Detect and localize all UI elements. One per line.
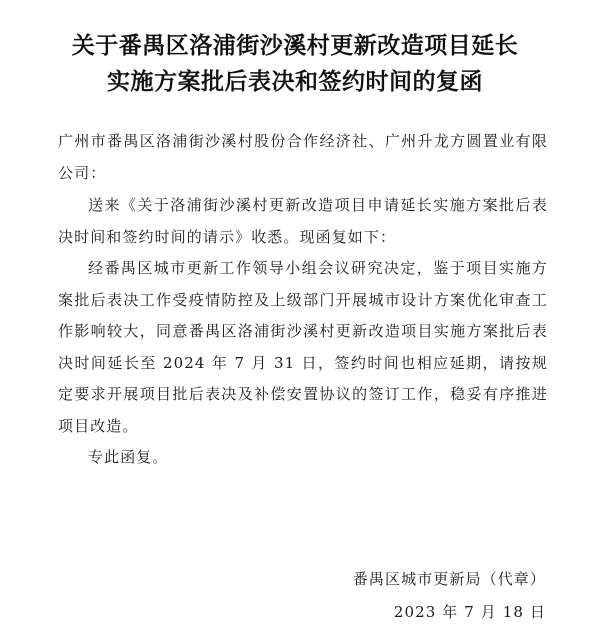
paragraph-request-received: 送来《关于洛浦街沙溪村更新改造项目申请延长实施方案批后表决时间和签约时间的请示》收悉。现函复如下： [58, 196, 548, 246]
title-line-2: 实施方案批后表决和签约时间的复函 [107, 69, 483, 95]
paragraph-closing: 专此函复。 [88, 448, 169, 466]
paragraph-decision: 经番禺区城市更新工作领导小组会议研究决定，鉴于项目实施方案批后表决工作受疫情防控及上级部门开展城市设计方案优化审查工作影响较大，同意番禺区洛浦街沙溪村更新改造项目实施方案批后表决时间延长至 2024 年 7 月 31 日，签约时间也相应延期，请按规定要求开展项目批后表决及补偿安置协议的签订工作，稳妥有序推进项目改造。 [58, 259, 548, 435]
issuing-authority: 番禺区城市更新局（代章） [352, 570, 546, 588]
signature-block [353, 563, 546, 629]
issue-date: 2023 年 7 月 18 日 [393, 603, 546, 621]
title-line-1: 关于番禺区洛浦街沙溪村更新改造项目延长 [71, 33, 519, 59]
recipient-line: 广州市番禺区洛浦街沙溪村股份合作经济社、广州升龙方圆置业有限公司： [58, 132, 548, 182]
document-title [0, 28, 590, 100]
